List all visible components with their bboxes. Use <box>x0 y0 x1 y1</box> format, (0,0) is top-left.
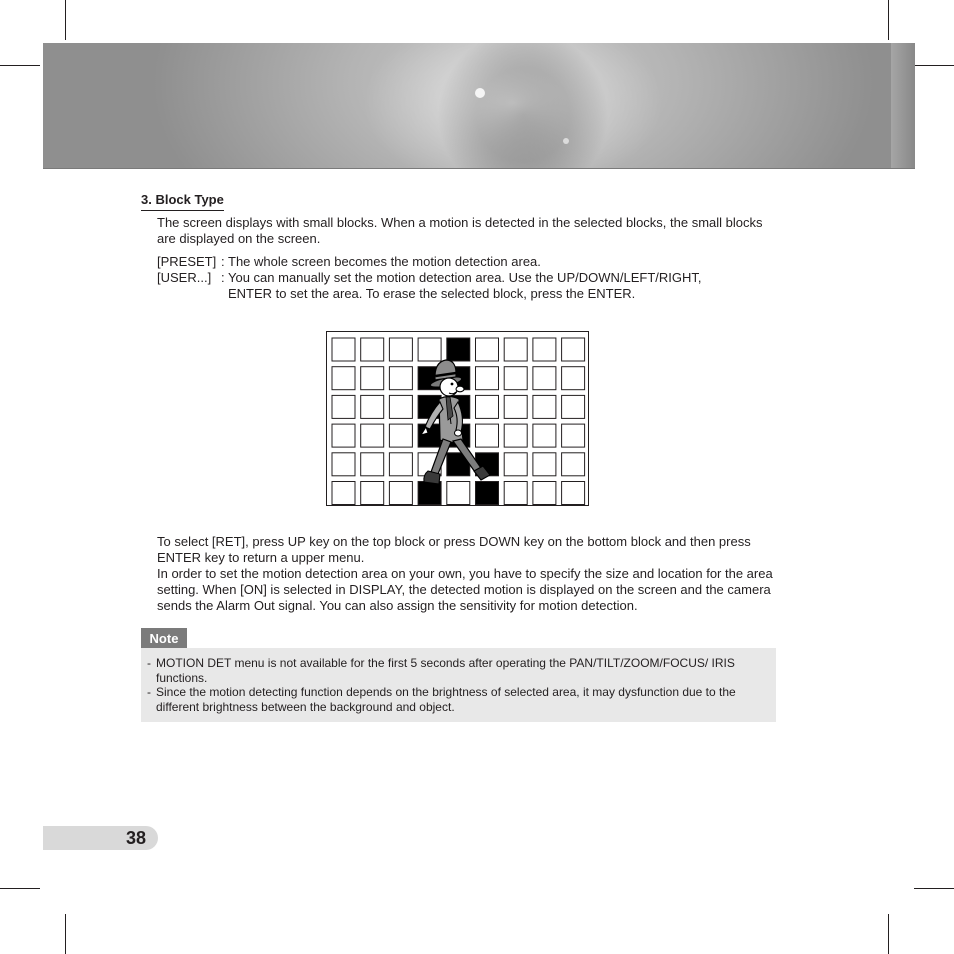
grid-block <box>361 424 384 447</box>
grid-block <box>476 424 499 447</box>
option-description: The whole screen becomes the motion detection area. <box>228 254 541 269</box>
setting-paragraph: In order to set the motion detection area on your own, you have to specify the size and location for the area setting. When [ON] is selected in DISPLAY, the detected motion is displayed on the screen and the camera sends the Alarm Out signal. You can also assign the sensitivity for motion detection. <box>157 566 773 613</box>
grid-block <box>533 424 556 447</box>
grid-block <box>332 424 355 447</box>
grid-block <box>562 367 585 390</box>
option-colon: : <box>221 254 225 269</box>
crop-mark <box>0 65 40 66</box>
grid-block <box>533 482 556 505</box>
grid-block <box>389 453 412 476</box>
crop-mark <box>914 65 954 66</box>
crop-mark <box>888 0 889 40</box>
crop-mark <box>0 888 40 889</box>
grid-block <box>476 395 499 418</box>
grid-block <box>361 367 384 390</box>
grid-block <box>533 453 556 476</box>
grid-block <box>361 453 384 476</box>
crop-mark <box>888 914 889 954</box>
grid-block <box>389 482 412 505</box>
grid-block <box>533 395 556 418</box>
grid-block <box>332 482 355 505</box>
grid-block <box>332 453 355 476</box>
option-colon: : <box>221 270 225 285</box>
grid-block <box>389 338 412 361</box>
section-title: 3. Block Type <box>141 192 224 211</box>
note-text: MOTION DET menu is not available for the first 5 seconds after operating the PAN/TILT/ZOOM/FOCUS/ IRIS functions. <box>156 656 735 685</box>
note-box <box>141 648 776 722</box>
page-number-tab <box>43 826 158 850</box>
grid-block <box>361 395 384 418</box>
grid-block <box>562 453 585 476</box>
grid-block <box>332 395 355 418</box>
grid-block-active <box>476 482 499 505</box>
grid-block <box>389 424 412 447</box>
grid-block <box>504 482 527 505</box>
grid-block <box>332 367 355 390</box>
grid-block <box>562 395 585 418</box>
grid-block <box>389 367 412 390</box>
note-dash: - <box>147 656 151 670</box>
grid-block <box>562 482 585 505</box>
grid-block-active <box>418 482 441 505</box>
grid-block <box>476 367 499 390</box>
option-key: [PRESET] <box>157 254 217 269</box>
lens-highlight <box>563 138 569 144</box>
header-banner <box>43 43 915 169</box>
grid-block-active <box>447 338 470 361</box>
grid-block <box>361 482 384 505</box>
banner-edge <box>891 43 915 168</box>
crop-mark <box>914 888 954 889</box>
intro-paragraph: The screen displays with small blocks. When a motion is detected in the selected blocks, the small blocks are displayed on the screen. <box>157 215 763 246</box>
crop-mark <box>65 914 66 954</box>
grid-block <box>533 338 556 361</box>
crop-mark <box>65 0 66 40</box>
option-description: You can manually set the motion detection area. Use the UP/DOWN/LEFT/RIGHT, ENTER to set the area. To erase the selected block, press the ENTER. <box>228 270 702 301</box>
block-grid <box>327 332 590 507</box>
grid-block <box>447 482 470 505</box>
grid-block <box>476 338 499 361</box>
grid-block <box>389 395 412 418</box>
grid-block <box>504 367 527 390</box>
grid-block <box>504 453 527 476</box>
note-dash: - <box>147 685 151 699</box>
grid-block <box>361 338 384 361</box>
note-text: Since the motion detecting function depends on the brightness of selected area, it may dysfunction due to the different brightness between the background and object. <box>156 685 736 714</box>
grid-block <box>504 424 527 447</box>
page-number: 38 <box>125 828 146 848</box>
select-paragraph: To select [RET], press UP key on the top block or press DOWN key on the bottom block and then press ENTER key to return a upper menu. <box>157 534 751 565</box>
lens-highlight <box>475 88 485 98</box>
grid-block <box>562 338 585 361</box>
grid-block <box>418 338 441 361</box>
grid-block <box>504 395 527 418</box>
option-key: [USER...] <box>157 270 212 285</box>
note-label: Note <box>141 628 187 648</box>
grid-block <box>533 367 556 390</box>
grid-block <box>504 338 527 361</box>
grid-block <box>332 338 355 361</box>
block-grid-figure <box>326 331 589 506</box>
grid-block <box>562 424 585 447</box>
